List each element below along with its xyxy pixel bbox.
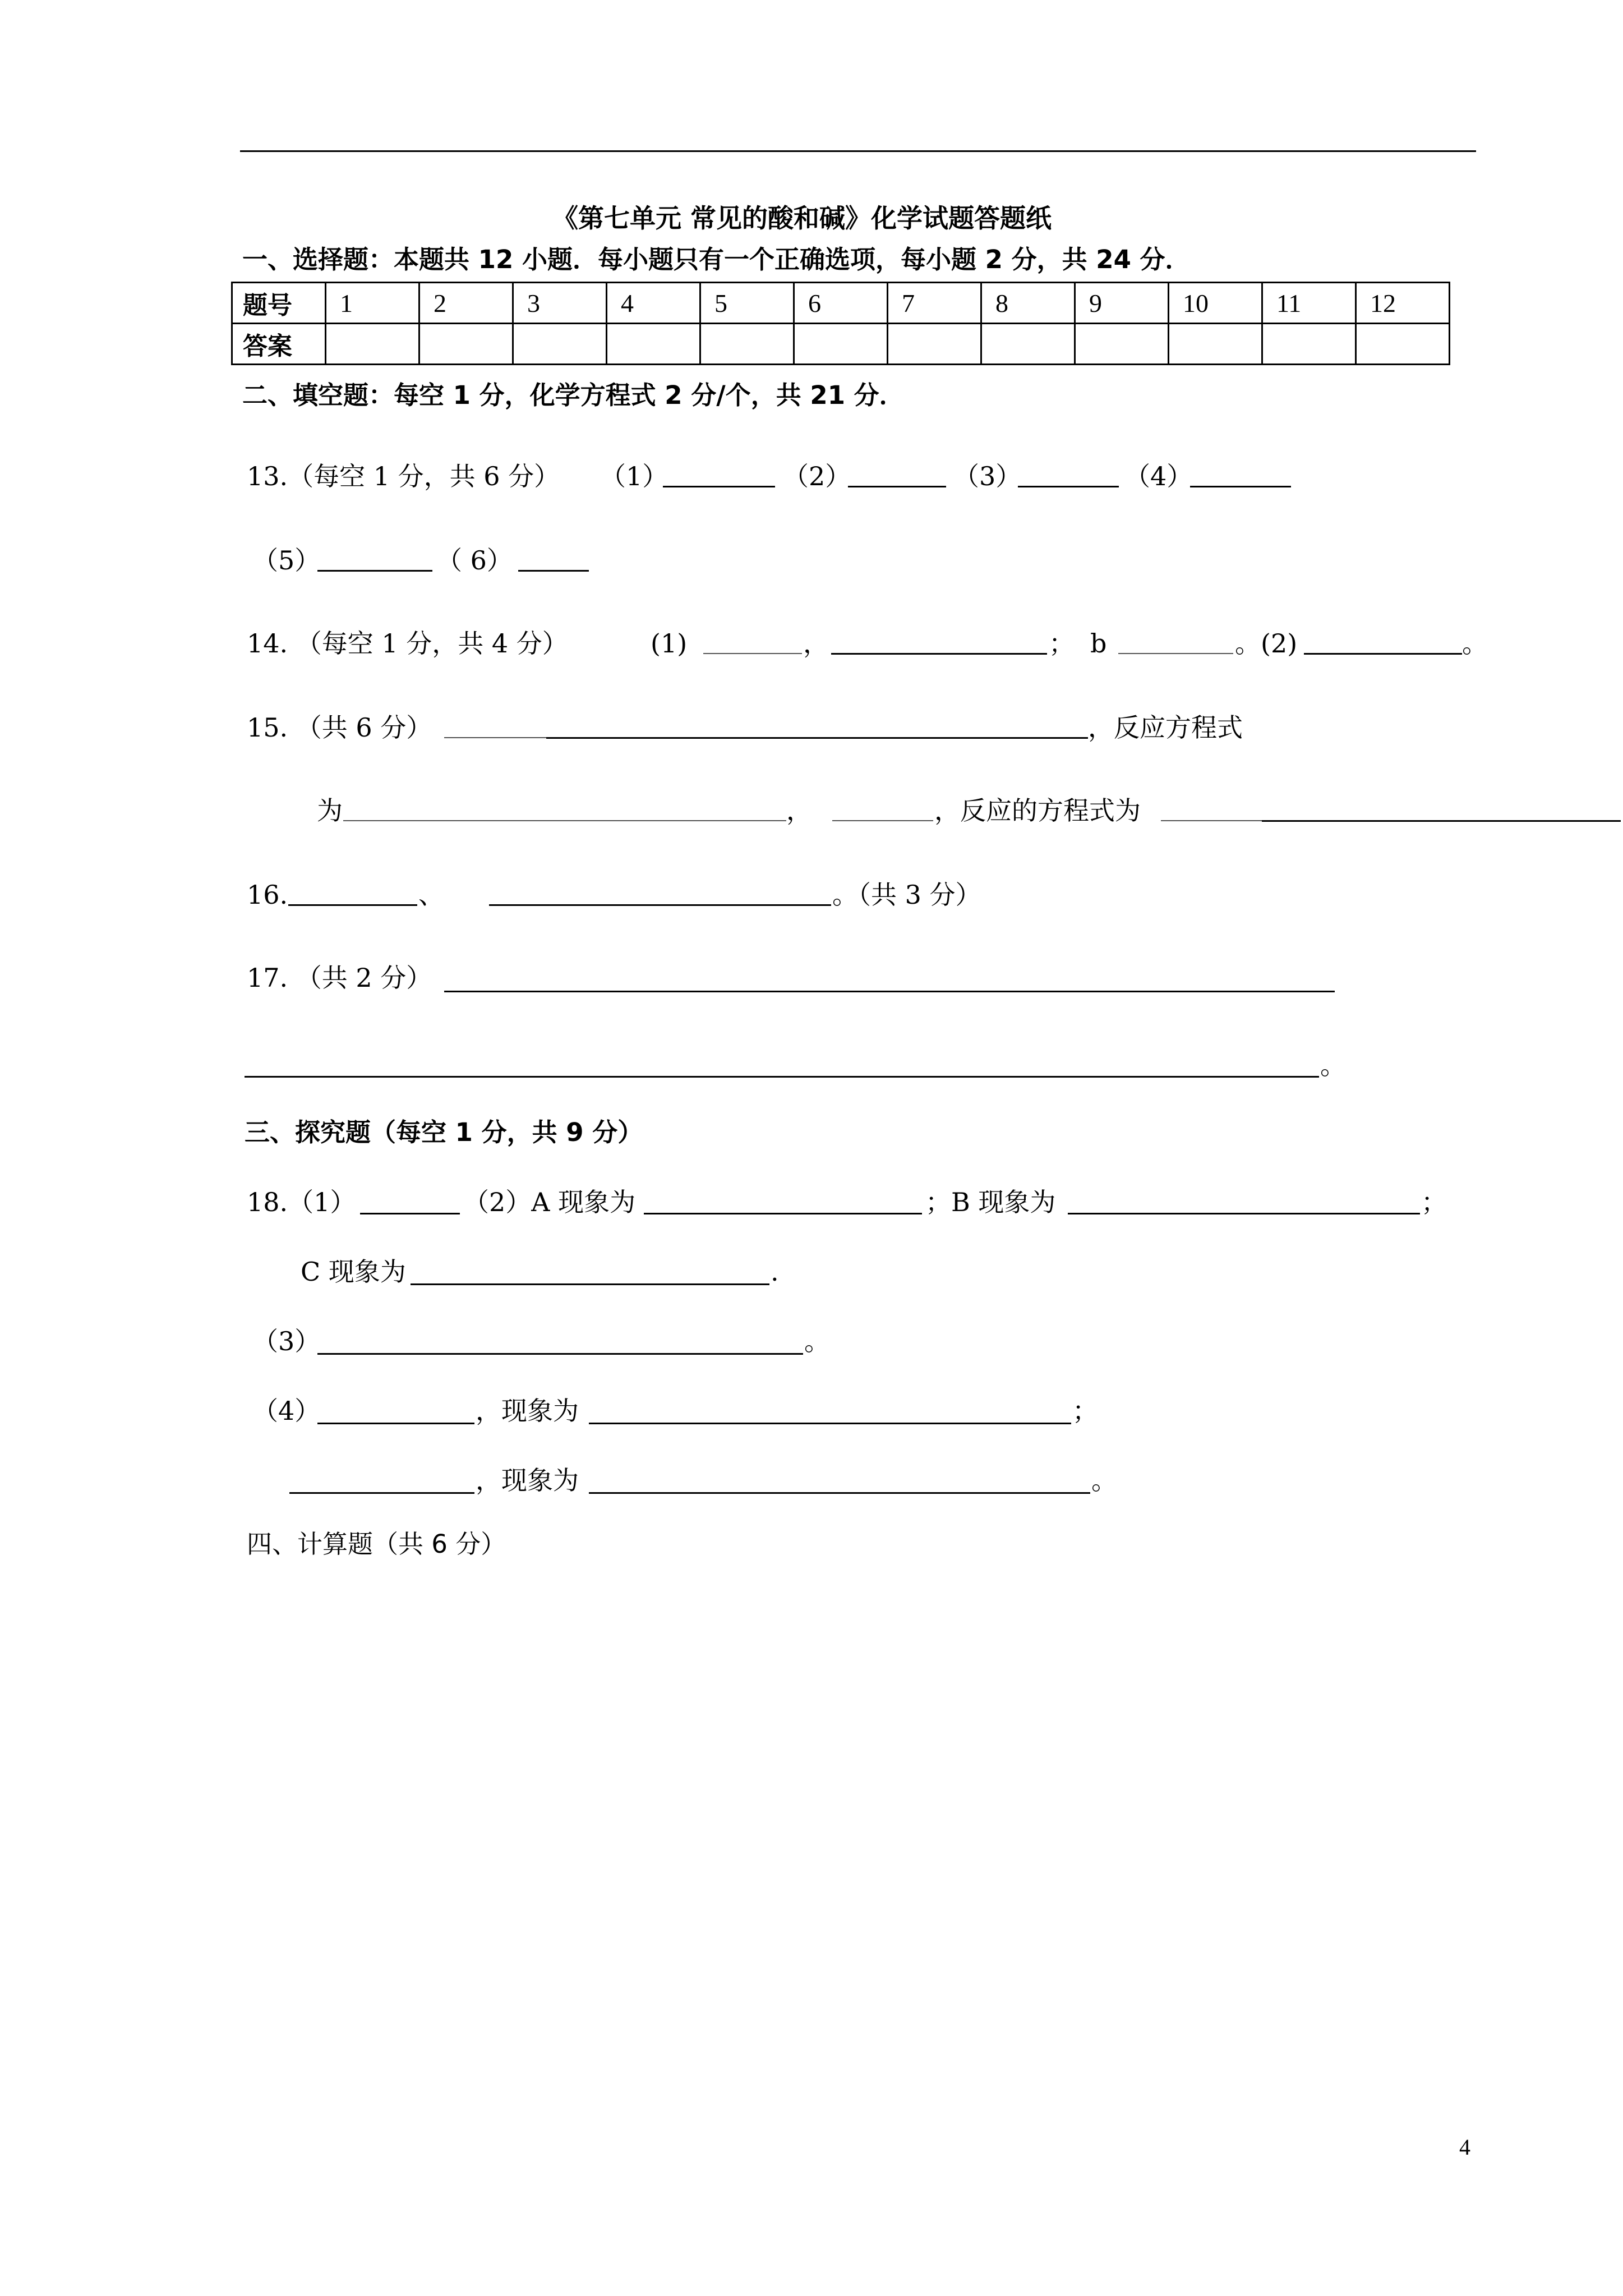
q17-end: 。 — [1320, 1050, 1346, 1080]
q13-blank3[interactable] — [1018, 486, 1119, 487]
q18-blank3[interactable] — [317, 1353, 803, 1355]
q15-line1-end: ，反应方程式 — [1088, 712, 1243, 743]
q18-part3-label: （3） — [252, 1326, 321, 1356]
question-number: 3 — [513, 283, 607, 324]
q15-blank2[interactable] — [506, 820, 786, 821]
q16-blank1[interactable] — [288, 904, 417, 906]
answer-row — [232, 324, 1450, 365]
q15-blank4a[interactable] — [1161, 820, 1262, 821]
q14-end: 。 — [1462, 628, 1488, 659]
question-number: 5 — [700, 283, 794, 324]
question-number: 11 — [1262, 283, 1356, 324]
section3-heading: 三、探究题（每空 1 分，共 9 分） — [245, 1117, 643, 1147]
q15-blank2a[interactable] — [343, 820, 506, 821]
q13-blank1-label: （1） — [600, 461, 668, 491]
header-rule — [240, 150, 1476, 152]
q13-blank3-label: （3） — [953, 461, 1022, 491]
q18-b-label: ；B 现象为 — [925, 1187, 1056, 1217]
q18-blank4c[interactable] — [289, 1492, 474, 1494]
q17-blank1[interactable] — [444, 991, 1335, 992]
q15-blank3[interactable] — [832, 820, 933, 821]
q17-blank2[interactable] — [245, 1076, 1319, 1078]
q18-part3-end: 。 — [804, 1326, 830, 1356]
answer-cell[interactable] — [888, 324, 981, 365]
q13-blank5[interactable] — [317, 570, 432, 572]
answer-cell[interactable] — [1262, 324, 1356, 365]
q18-observation1-label: ，现象为 — [476, 1396, 579, 1426]
q14-blank3[interactable] — [1118, 653, 1233, 654]
q15-line2-start: 为 — [317, 795, 343, 826]
section2-heading: 二、填空题：每空 1 分，化学方程式 2 分/个，共 21 分． — [242, 380, 905, 410]
question-number: 8 — [981, 283, 1075, 324]
q13-blank4-label: （4） — [1124, 461, 1193, 491]
section1-heading: 一、选择题：本题共 12 小题．每小题只有一个正确选项，每小题 2 分，共 24 分． — [242, 245, 1191, 274]
q13-blank6[interactable] — [518, 570, 589, 572]
answer-grid — [231, 282, 1450, 365]
q18-blank1[interactable] — [360, 1213, 460, 1214]
question-number: 10 — [1169, 283, 1262, 324]
q18-observation2-label: ，现象为 — [476, 1465, 579, 1496]
answer-cell[interactable] — [513, 324, 607, 365]
q18-blank-c[interactable] — [411, 1283, 769, 1285]
q16-separator: 、 — [418, 880, 444, 910]
q14-comma: ， — [803, 628, 829, 659]
q14-part1-label: (1) — [651, 628, 688, 659]
q18-blank4d[interactable] — [589, 1492, 1090, 1494]
row-label-number: 题号 — [232, 283, 326, 324]
q13-blank2-label: （2） — [783, 461, 851, 491]
answer-cell[interactable] — [419, 324, 513, 365]
q14-part2-label: 。(2) — [1235, 628, 1298, 659]
q15-line2-mid: ，反应的方程式为 — [934, 795, 1141, 826]
q18-blank4b[interactable] — [589, 1423, 1071, 1424]
answer-cell[interactable] — [1356, 324, 1450, 365]
q13-blank2[interactable] — [848, 486, 946, 487]
q18-blank-b[interactable] — [1068, 1213, 1420, 1214]
question-number: 7 — [888, 283, 981, 324]
question-number: 1 — [326, 283, 419, 324]
q14-blank1[interactable] — [703, 653, 802, 654]
q14-blank4[interactable] — [1304, 653, 1462, 655]
page-number: 4 — [1459, 2134, 1470, 2160]
q14-b-label: b — [1090, 628, 1107, 659]
question-number-row — [232, 283, 1450, 324]
answer-cell[interactable] — [700, 324, 794, 365]
q13-blank1[interactable] — [663, 486, 775, 487]
q13-blank6-label: （ 6） — [436, 545, 513, 576]
answer-cell[interactable] — [981, 324, 1075, 365]
q18-semicolon2: ； — [1072, 1396, 1098, 1426]
q14-semicolon: ； — [1049, 628, 1075, 659]
q16-end: 。（共 3 分） — [832, 880, 981, 910]
answer-cell[interactable] — [607, 324, 700, 365]
q18-semicolon: ； — [1421, 1187, 1447, 1217]
q18-c-end: . — [771, 1257, 779, 1287]
q18-part2-a-label: （2）A 现象为 — [463, 1187, 636, 1217]
answer-cell[interactable] — [1075, 324, 1169, 365]
q15-blank1a[interactable] — [444, 737, 546, 738]
answer-cell[interactable] — [794, 324, 888, 365]
question-number: 6 — [794, 283, 888, 324]
q16-blank2[interactable] — [489, 904, 831, 906]
q14-prefix: 14. （每空 1 分，共 4 分） — [247, 628, 568, 659]
page-title: 《第七单元 常见的酸和碱》化学试题答题纸 — [552, 203, 1052, 233]
q18-end: 。 — [1091, 1465, 1117, 1496]
q13-blank4[interactable] — [1190, 486, 1291, 487]
question-number: 2 — [419, 283, 513, 324]
q15-prefix: 15. （共 6 分） — [247, 712, 432, 743]
q18-part4-label: （4） — [252, 1396, 321, 1426]
q18-prefix: 18.（1） — [247, 1187, 356, 1217]
section4-heading: 四、计算题（共 6 分） — [247, 1529, 506, 1559]
q13-blank5-label: （5） — [252, 545, 321, 576]
question-number: 4 — [607, 283, 700, 324]
q15-blank4[interactable] — [1262, 820, 1621, 822]
q15-comma: ， — [786, 795, 812, 826]
question-number: 9 — [1075, 283, 1169, 324]
answer-cell[interactable] — [1169, 324, 1262, 365]
q14-blank2[interactable] — [831, 653, 1047, 655]
q18-blank4a[interactable] — [317, 1423, 474, 1424]
answer-cell[interactable] — [326, 324, 419, 365]
row-label-answer: 答案 — [232, 324, 326, 365]
q18-blank-a[interactable] — [644, 1213, 922, 1214]
question-number: 12 — [1356, 283, 1450, 324]
q17-prefix: 17. （共 2 分） — [247, 963, 432, 993]
q13-prefix: 13.（每空 1 分，共 6 分） — [247, 461, 560, 491]
q15-blank1[interactable] — [546, 737, 1088, 739]
q16-prefix: 16. — [247, 880, 288, 910]
q18-c-label: C 现象为 — [301, 1257, 406, 1287]
